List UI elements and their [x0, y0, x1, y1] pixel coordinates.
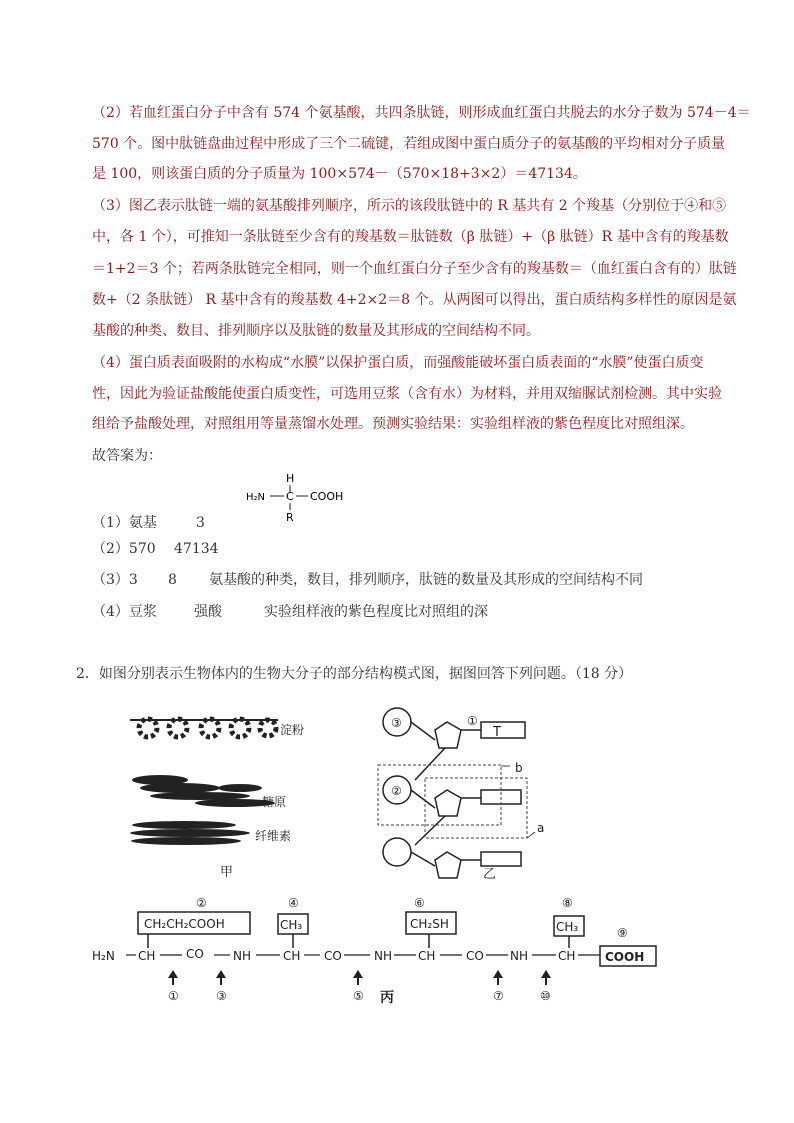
yi-caption: 乙 — [483, 867, 497, 880]
para-3-line-1: （3）图乙表示肽链一端的氨基酸排列顺序，所示的该段肽链中的 R 基共有 2 个羧基（分别位于④和⑤ — [92, 198, 727, 214]
bing-nh-1: NH — [233, 949, 251, 963]
bing-n10: ⑩ — [540, 989, 551, 1003]
cellulose-chain — [130, 821, 250, 845]
bing-n1: ① — [168, 989, 179, 1003]
answer-4-label: （4）豆浆 — [92, 604, 157, 620]
figure-yi — [375, 700, 575, 880]
bing-co-2: CO — [324, 949, 342, 963]
jia-caption: 甲 — [220, 865, 234, 878]
bing-n7: ⑦ — [493, 989, 504, 1003]
bing-n8: ⑧ — [562, 896, 573, 910]
para-3-line-4: 数+（2 条肽链） R 基中含有的羧基数 4+2×2＝8 个。从两图可以得出，蛋白质结构多样性的原因是氨 — [92, 292, 737, 308]
bing-caption: 丙 — [380, 990, 394, 1005]
glycogen-chain — [132, 775, 275, 807]
amino-acid-structure — [240, 468, 380, 528]
structure-c: C — [286, 490, 294, 503]
bing-ch-4: CH — [558, 949, 576, 963]
answer-intro: 故答案为： — [92, 448, 162, 464]
answer-3-value: 8 — [168, 572, 177, 588]
answer-1-label: （1）氨基 — [92, 515, 157, 531]
bing-n4: ④ — [288, 896, 299, 910]
bing-co-1: CO — [186, 947, 204, 961]
bing-ch-3: CH — [418, 949, 436, 963]
answer-3-label: （3）3 — [92, 572, 138, 588]
para-2-line-1: （2）若血红蛋白分子中含有 574 个氨基酸，共四条肽链，则形成血红蛋白共脱去的水分子数为 574－4＝ — [92, 105, 751, 121]
bing-r8: CH₃ — [556, 920, 579, 934]
para-2-line-3: 是 100，则该蛋白质的分子质量为 100×574－（570×18+3×2）＝47134。 — [92, 166, 587, 182]
bing-r6: CH₂SH — [410, 917, 449, 931]
bing-n2: ② — [196, 896, 207, 910]
bing-nh-2: NH — [374, 949, 392, 963]
para-4-line-2: 性，因此为验证盐酸能使蛋白质变性，可选用豆浆（含有水）为材料，并用双缩脲试剂检测。其中实验 — [92, 386, 722, 402]
para-2-line-2: 570 个。图中肽链盘曲过程中形成了三个二硫键，若组成图中蛋白质分子的氨基酸的平均相对分子质量 — [92, 136, 726, 152]
bing-nh-3: NH — [510, 949, 528, 963]
bing-ch-2: CH — [283, 949, 301, 963]
para-4-line-1: （4）蛋白质表面吸附的水构成“水膜”以保护蛋白质，而强酸能破坏蛋白质表面的“水膜”使蛋白质变 — [92, 355, 704, 371]
para-3-line-5: 基酸的种类、数目、排列顺序以及肽链的数量及其形成的空间结构不同。 — [92, 323, 540, 339]
figure-bing — [88, 890, 688, 1005]
structure-h: H — [286, 472, 295, 485]
jia-label-cellulose: 纤维素 — [255, 829, 292, 843]
yi-label-2: ② — [391, 784, 402, 798]
bing-co-3: CO — [466, 949, 484, 963]
bing-cooh: COOH — [605, 950, 645, 964]
structure-cooh: COOH — [310, 490, 344, 503]
para-3-line-2: 中，各 1 个），可推知一条肽链至少含有的羧基数＝肽链数（β 肽链）+（β 肽链）R 基中含有的羧基数 — [92, 229, 729, 245]
para-4-line-3: 组给予盐酸处理，对照组用等量蒸馏水处理。预测实验结果：实验组样液的紫色程度比对照组深。 — [92, 416, 694, 432]
structure-h2n: H₂N — [246, 492, 266, 503]
jia-label-glycogen: 糖原 — [262, 795, 287, 809]
jia-label-starch: 淀粉 — [280, 723, 305, 737]
answer-2-value: 47134 — [174, 541, 219, 557]
answer-2-label: （2）570 — [92, 541, 156, 557]
answer-4-value: 强酸 — [194, 604, 222, 620]
bing-n9: ⑨ — [617, 926, 628, 940]
para-3-line-3: ＝1+2＝3 个；若两条肽链完全相同，则一个血红蛋白分子至少含有的羧基数＝（血红蛋白含有的）肽链 — [92, 261, 737, 277]
figure-jia — [120, 708, 340, 878]
bing-n3: ③ — [216, 989, 227, 1003]
yi-label-T: T — [493, 725, 501, 740]
question-2-stem: 2．如图分别表示生物体内的生物大分子的部分结构模式图，据图回答下列问题。（18 分） — [76, 666, 633, 682]
bing-r2: CH₂CH₂COOH — [144, 917, 225, 931]
answer-3-text: 氨基酸的种类，数目，排列顺序，肽链的数量及其形成的空间结构不同 — [209, 572, 643, 588]
starch-chain — [130, 719, 278, 737]
bing-n5: ⑤ — [353, 989, 364, 1003]
bing-ch-1: CH — [138, 949, 156, 963]
yi-label-a: a — [537, 821, 545, 835]
answer-4-text: 实验组样液的紫色程度比对照组的深 — [264, 604, 488, 620]
bing-n6: ⑥ — [414, 896, 425, 910]
yi-label-3: ③ — [391, 716, 402, 730]
bing-r4: CH₃ — [280, 918, 303, 932]
structure-r: R — [286, 511, 294, 524]
answer-1-value: 3 — [196, 515, 205, 531]
yi-label-b: b — [515, 761, 523, 775]
yi-label-1: ① — [467, 714, 478, 728]
bing-h2n: H₂N — [92, 949, 115, 963]
